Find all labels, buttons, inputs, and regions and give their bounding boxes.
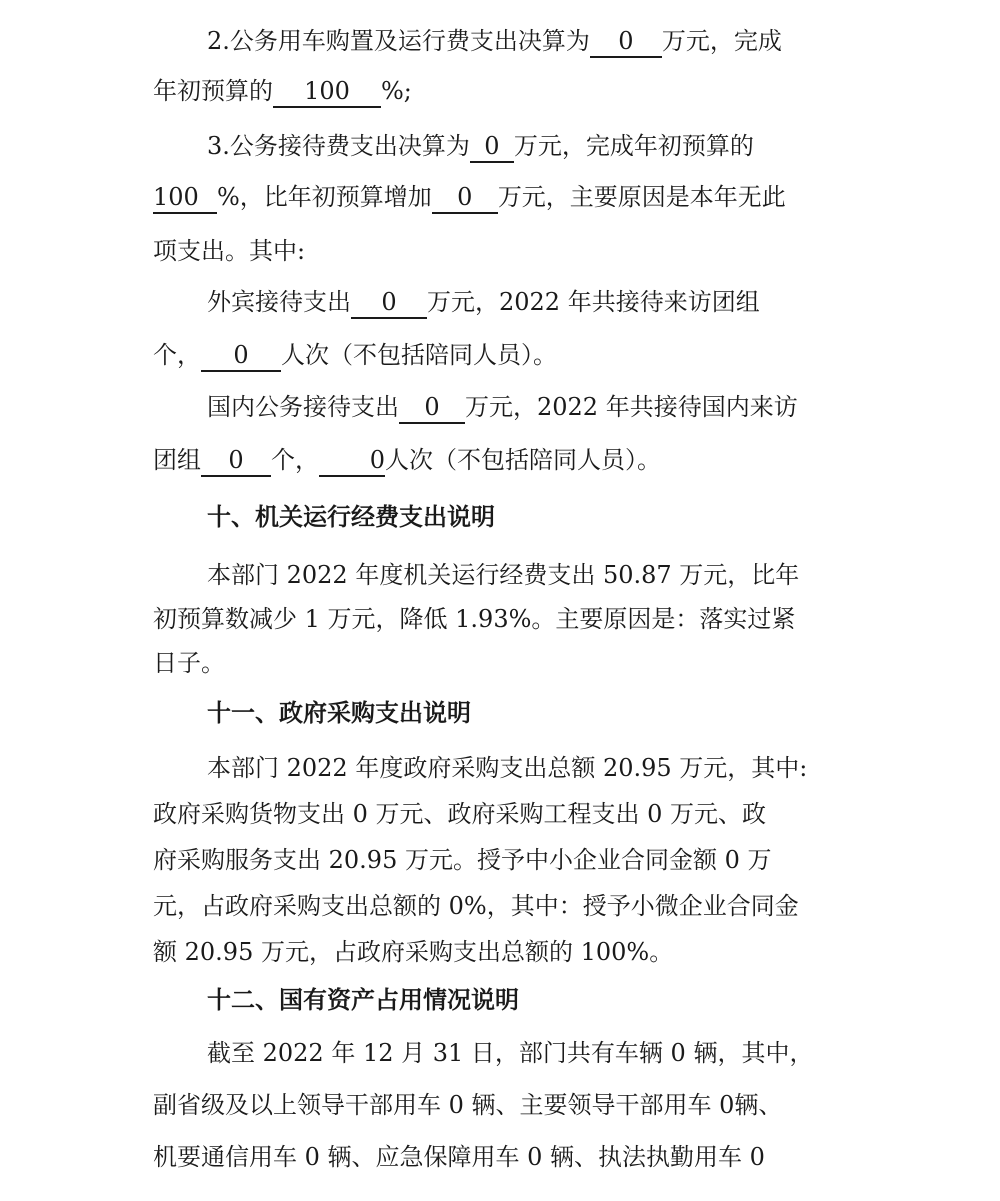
text: 年初预算的 <box>153 77 273 105</box>
paragraph-reception-line2 <box>153 177 786 217</box>
blank-amount: 0 <box>470 131 514 163</box>
paragraph-line: 日子。 <box>153 649 225 677</box>
blank-groups: 0 <box>201 445 271 477</box>
paragraph-line: 截至 2022 年 12 月 31 日，部门共有车辆 0 辆，其中， <box>207 1039 814 1067</box>
blank-amount: 0 <box>590 26 662 58</box>
paragraph-line: 副省级及以上领导干部用车 0 辆、主要领导干部用车 0辆、 <box>153 1091 783 1119</box>
paragraph-foreign-line1 <box>207 282 760 322</box>
text: 个， <box>271 446 319 474</box>
blank-increase: 0 <box>432 182 498 214</box>
text: 万元，完成年初预算的 <box>513 132 754 160</box>
text: 个， <box>153 341 201 369</box>
paragraph-line: 政府采购货物支出 0 万元、政府采购工程支出 0 万元、政 <box>153 800 767 828</box>
text: 人次（不包括陪同人员）。 <box>281 341 557 369</box>
paragraph-line: 初预算数减少 1 万元，降低 1.93%。主要原因是：落实过紧 <box>153 605 796 633</box>
blank-percent: 100 <box>273 76 381 108</box>
paragraph-reception-line3 <box>153 231 305 271</box>
paragraph-foreign-line2 <box>153 335 557 375</box>
paragraph-domestic-line1 <box>207 387 798 427</box>
paragraph-domestic-line2 <box>153 440 661 480</box>
text: 项支出。其中: <box>153 237 306 265</box>
blank-persons: 0 <box>319 445 385 477</box>
text: 外宾接待支出 <box>207 288 351 316</box>
blank-amount: 0 <box>399 392 465 424</box>
blank-persons: 0 <box>201 340 281 372</box>
text: 万元，完成 <box>661 27 782 55</box>
blank-percent: 100 <box>153 182 217 214</box>
paragraph-vehicle-expense-line1 <box>207 21 782 61</box>
section-heading-x: 十、机关运行经费支出说明 <box>207 502 495 531</box>
paragraph-line: 本部门 2022 年度政府采购支出总额 20.95 万元，其中: <box>207 754 808 782</box>
text: 万元，2022 年共接待国内来访 <box>465 393 798 421</box>
text: %; <box>381 77 412 105</box>
text: %，比年初预算增加 <box>217 183 432 211</box>
text: 万元，2022 年共接待来访团组 <box>427 288 760 316</box>
paragraph-line: 机要通信用车 0 辆、应急保障用车 0 辆、执法执勤用车 0 <box>153 1143 765 1171</box>
paragraph-line: 额 20.95 万元，占政府采购支出总额的 100%。 <box>153 938 674 966</box>
text: 3.公务接待费支出决算为 <box>207 132 470 160</box>
paragraph-line: 本部门 2022 年度机关运行经费支出 50.87 万元，比年 <box>207 561 800 589</box>
text: 2.公务用车购置及运行费支出决算为 <box>207 27 590 55</box>
paragraph-line: 元，占政府采购支出总额的 0%，其中：授予小微企业合同金 <box>153 892 799 920</box>
paragraph-reception-line1 <box>207 126 754 166</box>
text: 人次（不包括陪同人员）。 <box>385 446 661 474</box>
section-heading-xii: 十二、国有资产占用情况说明 <box>207 985 519 1014</box>
paragraph-line: 府采购服务支出 20.95 万元。授予中小企业合同金额 0 万 <box>153 846 772 874</box>
text: 国内公务接待支出 <box>207 393 399 421</box>
paragraph-vehicle-expense-line2 <box>153 71 412 111</box>
text: 万元，主要原因是本年无此 <box>497 183 786 211</box>
section-heading-xi: 十一、政府采购支出说明 <box>207 698 471 727</box>
text: 团组 <box>153 446 201 474</box>
blank-amount: 0 <box>351 287 427 319</box>
